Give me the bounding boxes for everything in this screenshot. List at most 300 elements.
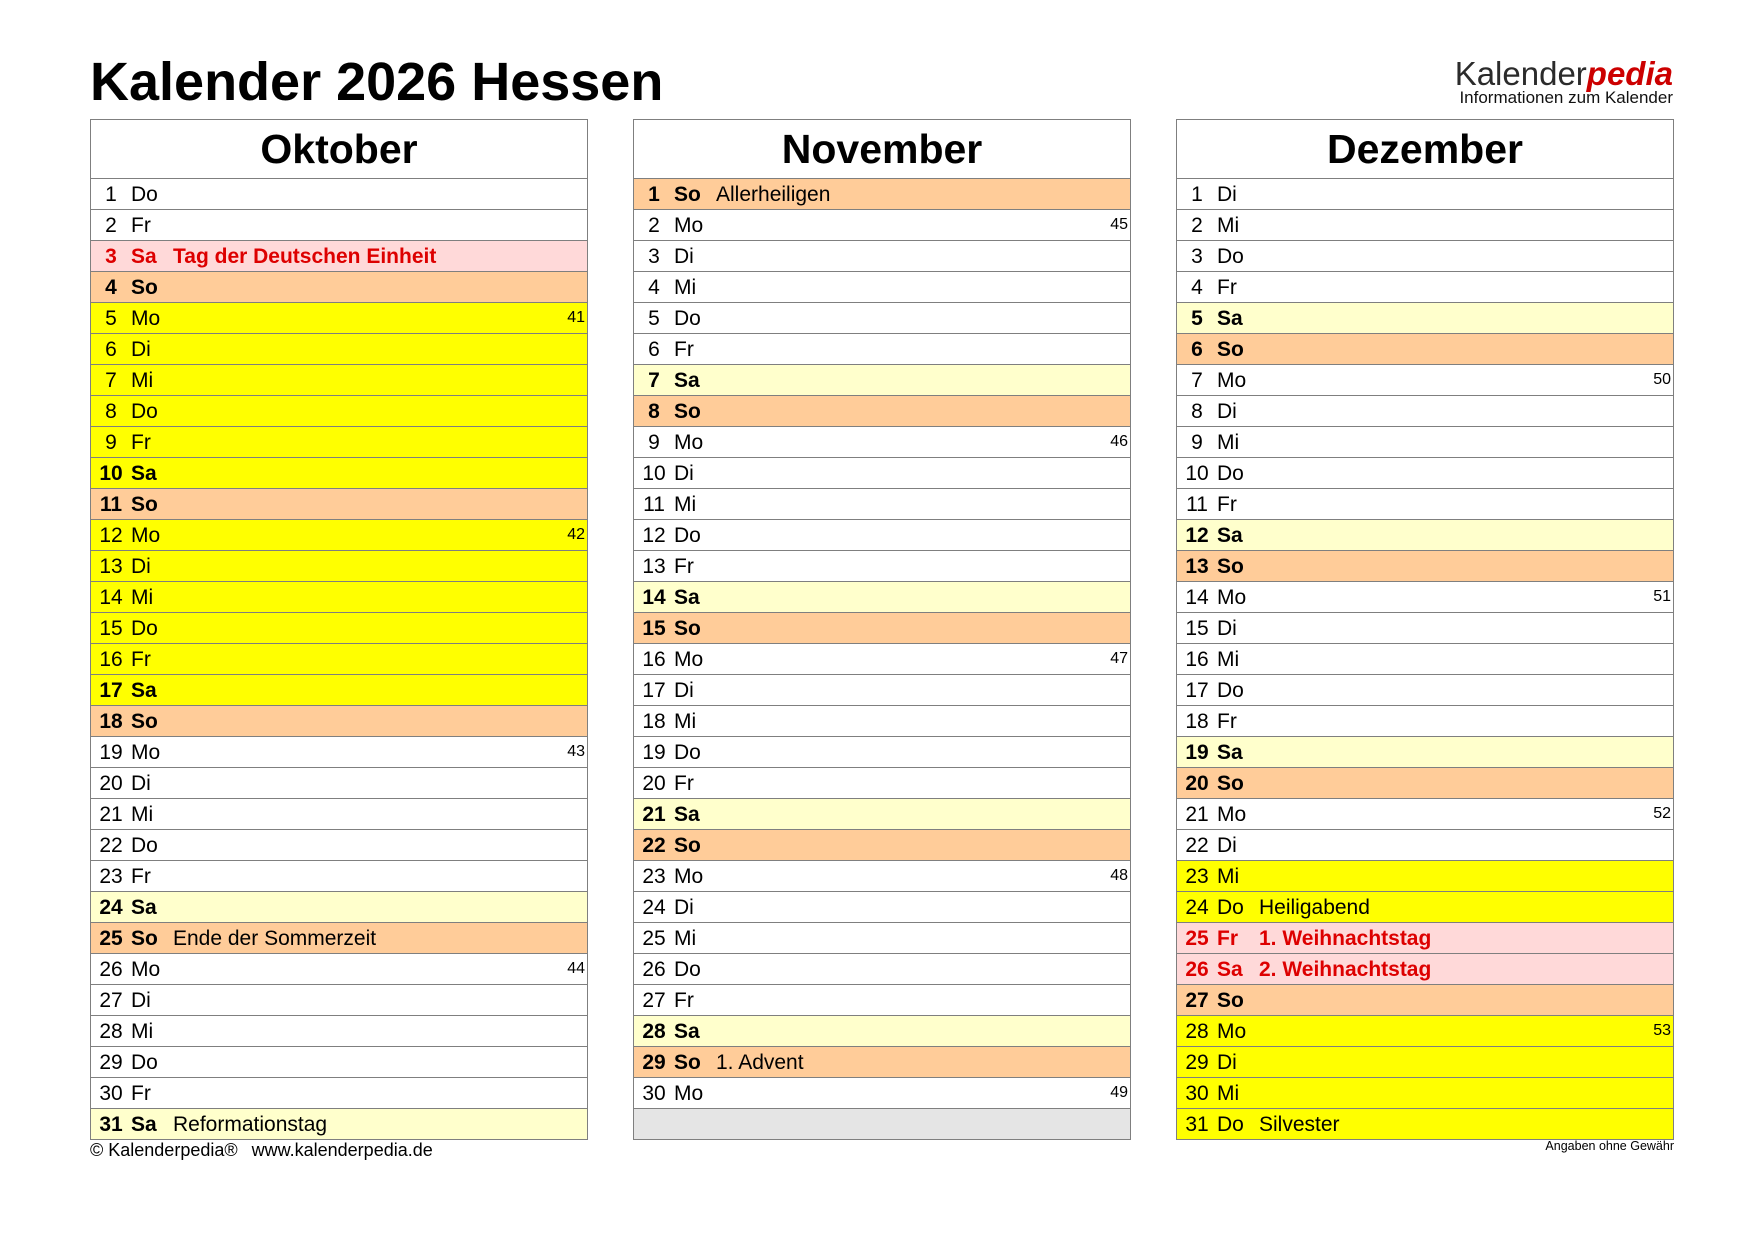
weekday-label: Di <box>131 554 151 578</box>
day-row <box>91 240 587 271</box>
day-number: 21 <box>642 802 666 826</box>
footer-url: www.kalenderpedia.de <box>251 1140 433 1160</box>
day-number: 4 <box>1191 275 1203 299</box>
weekday-label: Fr <box>1217 709 1237 733</box>
day-rows <box>91 178 587 1139</box>
day-row <box>1177 209 1673 240</box>
week-number: 44 <box>567 960 585 977</box>
day-row <box>91 1015 587 1046</box>
day-row <box>634 178 1130 209</box>
day-note: 1. Advent <box>716 1050 804 1074</box>
weekday-label: So <box>131 926 158 950</box>
weekday-label: So <box>674 182 701 206</box>
day-note: Ende der Sommerzeit <box>173 926 377 950</box>
day-note: Silvester <box>1259 1112 1340 1136</box>
empty-day-row <box>634 1108 1130 1139</box>
weekday-label: Mi <box>131 585 154 609</box>
weekday-label: So <box>131 709 158 733</box>
weekday-label: Do <box>674 957 701 981</box>
weekday-label: So <box>1217 771 1244 795</box>
day-row <box>1177 860 1673 891</box>
day-number: 27 <box>1185 988 1209 1012</box>
day-row <box>634 1077 1130 1108</box>
weekday-label: So <box>1217 554 1244 578</box>
weekday-label: So <box>674 399 701 423</box>
weekday-label: Sa <box>131 895 157 919</box>
weekday-label: Fr <box>674 771 694 795</box>
weekday-label: Sa <box>131 244 157 268</box>
day-number: 25 <box>1185 926 1209 950</box>
weekday-label: Do <box>674 523 701 547</box>
weekday-label: Do <box>131 182 158 206</box>
day-row <box>1177 426 1673 457</box>
day-row <box>91 581 587 612</box>
day-row <box>634 364 1130 395</box>
weekday-label: So <box>674 616 701 640</box>
weekday-label: Do <box>131 1050 158 1074</box>
day-number: 6 <box>105 337 117 361</box>
month-header <box>91 120 587 178</box>
day-row <box>91 178 587 209</box>
weekday-label: Fr <box>1217 492 1237 516</box>
day-number: 1 <box>105 182 117 206</box>
logo-wordmark <box>1455 57 1673 90</box>
week-number: 43 <box>567 743 585 760</box>
week-number: 53 <box>1653 1022 1671 1039</box>
weekday-label: Di <box>674 895 694 919</box>
day-row <box>1177 333 1673 364</box>
day-number: 30 <box>99 1081 123 1105</box>
weekday-label: So <box>1217 988 1244 1012</box>
day-row <box>91 643 587 674</box>
weekday-label: Mo <box>674 864 704 888</box>
weekday-label: So <box>674 1050 701 1074</box>
weekday-label: Mi <box>1217 430 1240 454</box>
weekday-label: Mi <box>1217 864 1240 888</box>
day-row <box>634 395 1130 426</box>
weekday-label: Di <box>131 337 151 361</box>
day-row <box>91 271 587 302</box>
logo-wordmark-accent: pedia <box>1586 55 1673 92</box>
day-row <box>1177 550 1673 581</box>
day-row <box>91 860 587 891</box>
weekday-label: Do <box>131 616 158 640</box>
weekday-label: Mo <box>674 430 704 454</box>
day-number: 31 <box>1185 1112 1209 1136</box>
day-number: 21 <box>99 802 123 826</box>
month-column-oktober <box>90 119 588 1140</box>
weekday-label: Do <box>674 306 701 330</box>
logo-tagline: Informationen zum Kalender <box>1459 88 1673 107</box>
month-header <box>1177 120 1673 178</box>
day-row <box>1177 1077 1673 1108</box>
day-number: 14 <box>642 585 666 609</box>
day-number: 20 <box>642 771 666 795</box>
day-note: 1. Weihnachtstag <box>1259 926 1432 950</box>
footer-copyright: © Kalenderpedia® <box>90 1140 238 1160</box>
day-number: 1 <box>1191 182 1203 206</box>
weekday-label: Do <box>1217 1112 1244 1136</box>
day-row <box>1177 364 1673 395</box>
day-row <box>634 457 1130 488</box>
weekday-label: Di <box>1217 833 1237 857</box>
day-number: 14 <box>1185 585 1209 609</box>
day-number: 25 <box>642 926 666 950</box>
day-number: 29 <box>1185 1050 1209 1074</box>
weekday-label: Mo <box>1217 1019 1247 1043</box>
day-row <box>1177 271 1673 302</box>
footer <box>90 1141 433 1159</box>
day-number: 26 <box>642 957 666 981</box>
day-row <box>634 953 1130 984</box>
day-row <box>1177 674 1673 705</box>
day-number: 16 <box>642 647 666 671</box>
weekday-label: Mi <box>1217 213 1240 237</box>
weekday-label: Mi <box>131 1019 154 1043</box>
weekday-label: Di <box>674 678 694 702</box>
weekday-label: Fr <box>674 554 694 578</box>
day-row <box>634 674 1130 705</box>
day-row <box>91 395 587 426</box>
day-row <box>91 984 587 1015</box>
weekday-label: Di <box>674 461 694 485</box>
day-row <box>91 426 587 457</box>
day-number: 30 <box>1185 1081 1209 1105</box>
weekday-label: Di <box>1217 182 1237 206</box>
day-number: 19 <box>1185 740 1209 764</box>
day-number: 22 <box>642 833 666 857</box>
weekday-label: Di <box>1217 1050 1237 1074</box>
day-number: 4 <box>648 275 660 299</box>
day-number: 18 <box>99 709 123 733</box>
day-row <box>1177 612 1673 643</box>
day-row <box>1177 705 1673 736</box>
day-note: Allerheiligen <box>716 182 831 206</box>
day-number: 10 <box>1185 461 1209 485</box>
day-row <box>1177 798 1673 829</box>
day-note: 2. Weihnachtstag <box>1259 957 1432 981</box>
day-row <box>91 209 587 240</box>
day-rows <box>634 178 1130 1139</box>
day-number: 11 <box>99 492 123 516</box>
weekday-label: Di <box>1217 399 1237 423</box>
day-number: 24 <box>642 895 666 919</box>
weekday-label: Do <box>1217 244 1244 268</box>
day-number: 15 <box>99 616 123 640</box>
day-row <box>91 519 587 550</box>
weekday-label: Mi <box>1217 1081 1240 1105</box>
weekday-label: Mo <box>674 647 704 671</box>
weekday-label: Do <box>131 399 158 423</box>
week-number: 41 <box>567 309 585 326</box>
weekday-label: So <box>1217 337 1244 361</box>
week-number: 45 <box>1110 216 1128 233</box>
day-row <box>91 1046 587 1077</box>
day-number: 5 <box>105 306 117 330</box>
day-number: 20 <box>1185 771 1209 795</box>
weekday-label: Mo <box>131 523 161 547</box>
day-number: 13 <box>1185 554 1209 578</box>
day-number: 18 <box>1185 709 1209 733</box>
day-number: 13 <box>99 554 123 578</box>
day-number: 17 <box>642 678 666 702</box>
weekday-label: Fr <box>674 337 694 361</box>
weekday-label: Fr <box>131 430 151 454</box>
day-row <box>1177 643 1673 674</box>
weekday-label: Do <box>131 833 158 857</box>
footer-disclaimer: Angaben ohne Gewähr <box>1545 1139 1674 1153</box>
day-number: 26 <box>99 957 123 981</box>
day-number: 24 <box>1185 895 1209 919</box>
week-number: 48 <box>1110 867 1128 884</box>
day-number: 5 <box>1191 306 1203 330</box>
day-row <box>634 984 1130 1015</box>
day-row <box>1177 1015 1673 1046</box>
month-header <box>634 120 1130 178</box>
day-number: 28 <box>1185 1019 1209 1043</box>
day-number: 7 <box>1191 368 1203 392</box>
day-row <box>91 1077 587 1108</box>
day-number: 15 <box>642 616 666 640</box>
day-number: 27 <box>642 988 666 1012</box>
month-name: Oktober <box>260 125 418 172</box>
day-row <box>91 829 587 860</box>
day-number: 28 <box>99 1019 123 1043</box>
day-number: 19 <box>642 740 666 764</box>
day-row <box>634 922 1130 953</box>
day-rows <box>1177 178 1673 1139</box>
day-number: 15 <box>1185 616 1209 640</box>
week-number: 49 <box>1110 1084 1128 1101</box>
weekday-label: Di <box>131 988 151 1012</box>
day-number: 16 <box>99 647 123 671</box>
weekday-label: Fr <box>1217 926 1238 950</box>
day-row <box>91 674 587 705</box>
day-note: Heiligabend <box>1259 895 1370 919</box>
weekday-label: Sa <box>674 585 700 609</box>
day-row <box>1177 922 1673 953</box>
weekday-label: Mi <box>674 709 697 733</box>
day-row <box>91 333 587 364</box>
day-number: 9 <box>1191 430 1203 454</box>
day-row <box>634 302 1130 333</box>
weekday-label: Sa <box>674 1019 700 1043</box>
day-number: 23 <box>642 864 666 888</box>
week-number: 42 <box>567 526 585 543</box>
day-row <box>634 798 1130 829</box>
day-note: Tag der Deutschen Einheit <box>173 244 437 268</box>
day-number: 25 <box>99 926 123 950</box>
page-title: Kalender 2026 Hessen <box>90 52 664 112</box>
weekday-label: Sa <box>674 802 700 826</box>
day-row <box>1177 1108 1673 1139</box>
weekday-label: Fr <box>131 864 151 888</box>
day-number: 29 <box>99 1050 123 1074</box>
day-number: 28 <box>642 1019 666 1043</box>
day-row <box>634 581 1130 612</box>
day-number: 2 <box>105 213 117 237</box>
day-row <box>91 736 587 767</box>
day-row <box>634 488 1130 519</box>
weekday-label: Sa <box>1217 740 1243 764</box>
day-number: 7 <box>105 368 117 392</box>
day-row <box>91 891 587 922</box>
day-row <box>1177 953 1673 984</box>
day-row <box>634 1046 1130 1077</box>
weekday-label: Mo <box>131 957 161 981</box>
month-column-dezember <box>1176 119 1674 1140</box>
day-number: 5 <box>648 306 660 330</box>
day-row <box>91 705 587 736</box>
day-number: 22 <box>99 833 123 857</box>
weekday-label: Mi <box>674 926 697 950</box>
day-number: 26 <box>1185 957 1209 981</box>
logo-wordmark-main: Kalender <box>1454 55 1587 92</box>
weekday-label: Mo <box>1217 802 1247 826</box>
weekday-label: Fr <box>1217 275 1237 299</box>
day-number: 4 <box>105 275 117 299</box>
day-number: 10 <box>642 461 666 485</box>
day-row <box>634 550 1130 581</box>
day-number: 20 <box>99 771 123 795</box>
day-row <box>91 922 587 953</box>
weekday-label: Mo <box>1217 585 1247 609</box>
day-number: 18 <box>642 709 666 733</box>
kalenderpedia-logo <box>1455 57 1673 106</box>
weekday-label: Mo <box>131 740 161 764</box>
weekday-label: Mi <box>131 802 154 826</box>
day-number: 9 <box>648 430 660 454</box>
day-row <box>91 1108 587 1139</box>
week-number: 52 <box>1653 805 1671 822</box>
day-row <box>1177 829 1673 860</box>
weekday-label: Do <box>1217 678 1244 702</box>
day-row <box>1177 240 1673 271</box>
weekday-label: Do <box>1217 895 1244 919</box>
day-row <box>634 705 1130 736</box>
day-number: 3 <box>1191 244 1203 268</box>
day-row <box>634 426 1130 457</box>
weekday-label: Sa <box>131 678 157 702</box>
weekday-label: Mi <box>674 275 697 299</box>
day-row <box>91 767 587 798</box>
day-note: Reformationstag <box>173 1112 328 1136</box>
day-row <box>1177 488 1673 519</box>
day-row <box>91 364 587 395</box>
day-row <box>1177 984 1673 1015</box>
weekday-label: Sa <box>131 461 157 485</box>
weekday-label: So <box>131 492 158 516</box>
week-number: 50 <box>1653 371 1671 388</box>
day-row <box>634 271 1130 302</box>
day-row <box>1177 767 1673 798</box>
week-number: 51 <box>1653 588 1671 605</box>
weekday-label: Mo <box>674 213 704 237</box>
weekday-label: Sa <box>1217 306 1243 330</box>
day-number: 12 <box>1185 523 1209 547</box>
day-number: 6 <box>648 337 660 361</box>
day-number: 12 <box>99 523 123 547</box>
day-number: 3 <box>105 244 117 268</box>
day-row <box>91 302 587 333</box>
day-number: 10 <box>99 461 123 485</box>
day-number: 17 <box>99 678 123 702</box>
day-number: 23 <box>99 864 123 888</box>
weekday-label: Fr <box>674 988 694 1012</box>
day-number: 31 <box>99 1112 123 1136</box>
day-row <box>1177 395 1673 426</box>
month-column-november <box>633 119 1131 1140</box>
month-name: Dezember <box>1327 125 1523 172</box>
day-row <box>91 612 587 643</box>
month-name: November <box>781 125 983 172</box>
week-number: 47 <box>1110 650 1128 667</box>
day-number: 19 <box>99 740 123 764</box>
weekday-label: So <box>674 833 701 857</box>
day-row <box>1177 736 1673 767</box>
day-row <box>91 953 587 984</box>
day-row <box>634 1015 1130 1046</box>
weekday-label: Sa <box>674 368 700 392</box>
day-number: 8 <box>1191 399 1203 423</box>
week-number: 46 <box>1110 433 1128 450</box>
day-number: 14 <box>99 585 123 609</box>
day-row <box>1177 302 1673 333</box>
day-number: 11 <box>1186 492 1208 516</box>
weekday-label: Mo <box>131 306 161 330</box>
day-row <box>634 860 1130 891</box>
day-number: 7 <box>648 368 660 392</box>
day-number: 24 <box>99 895 123 919</box>
day-row <box>634 767 1130 798</box>
day-number: 8 <box>648 399 660 423</box>
weekday-label: Sa <box>1217 523 1243 547</box>
day-row <box>634 519 1130 550</box>
weekday-label: So <box>131 275 158 299</box>
weekday-label: Do <box>674 740 701 764</box>
weekday-label: Do <box>1217 461 1244 485</box>
weekday-label: Mi <box>131 368 154 392</box>
weekday-label: Sa <box>1217 957 1243 981</box>
day-row <box>91 488 587 519</box>
weekday-label: Mi <box>1217 647 1240 671</box>
day-row <box>634 240 1130 271</box>
day-row <box>634 643 1130 674</box>
day-number: 9 <box>105 430 117 454</box>
day-number: 27 <box>99 988 123 1012</box>
day-number: 17 <box>1185 678 1209 702</box>
day-row <box>91 550 587 581</box>
day-row <box>634 333 1130 364</box>
day-number: 11 <box>643 492 665 516</box>
day-number: 3 <box>648 244 660 268</box>
day-row <box>634 209 1130 240</box>
weekday-label: Mo <box>674 1081 704 1105</box>
day-row <box>634 891 1130 922</box>
day-number: 13 <box>642 554 666 578</box>
day-number: 30 <box>642 1081 666 1105</box>
day-row <box>91 798 587 829</box>
day-number: 29 <box>642 1050 666 1074</box>
weekday-label: Fr <box>131 1081 151 1105</box>
day-number: 12 <box>642 523 666 547</box>
day-number: 16 <box>1185 647 1209 671</box>
day-number: 2 <box>648 213 660 237</box>
day-row <box>1177 519 1673 550</box>
day-row <box>91 457 587 488</box>
day-number: 22 <box>1185 833 1209 857</box>
day-row <box>634 736 1130 767</box>
